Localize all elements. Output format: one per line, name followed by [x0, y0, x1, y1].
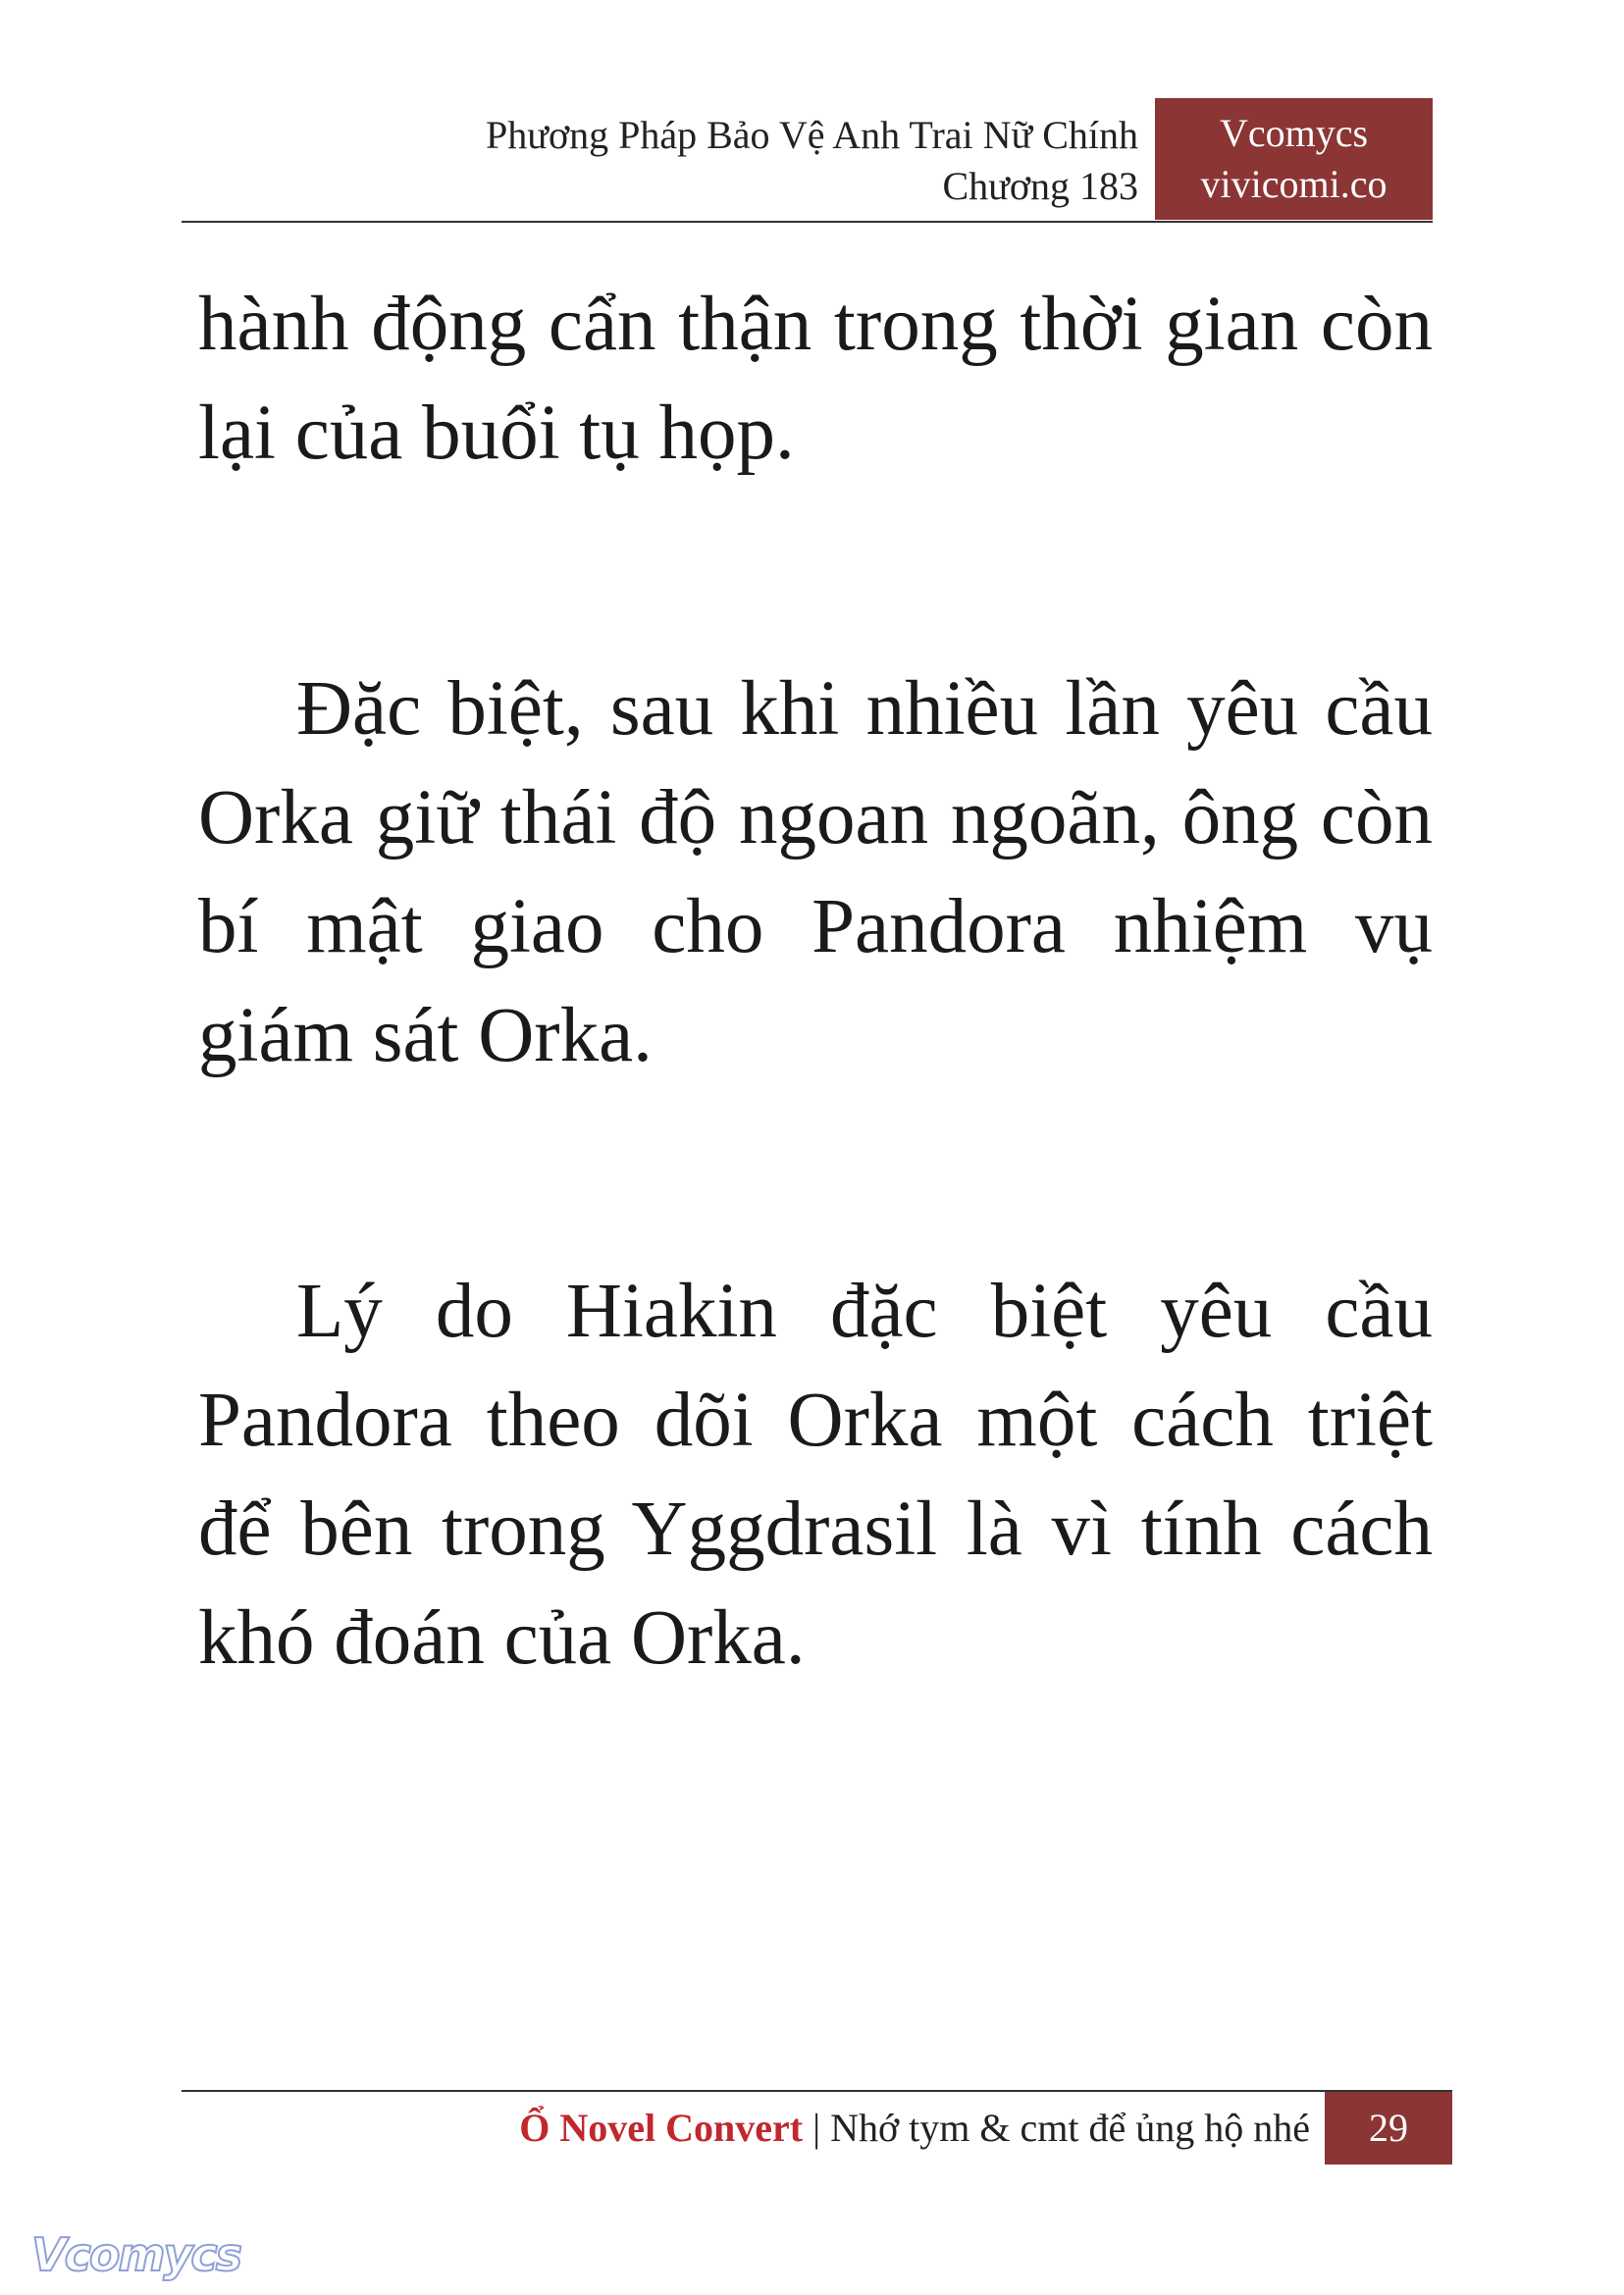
header-title-block	[486, 110, 1138, 212]
footer-separator: |	[803, 2106, 831, 2150]
book-title: Phương Pháp Bảo Vệ Anh Trai Nữ Chính	[486, 113, 1138, 157]
paragraph: hành động cẩn thận trong thời gian còn lại của buổi tụ họp.	[198, 282, 1433, 476]
footer-message-block	[519, 2104, 1310, 2153]
svg-text:Vcomycs: Vcomycs	[31, 2228, 241, 2281]
page-header	[182, 98, 1433, 223]
badge-url: vivicomi.co	[1200, 162, 1388, 206]
footer-brand: Ổ Novel Convert	[519, 2106, 804, 2150]
chapter-content	[198, 270, 1433, 1693]
page-footer	[182, 2090, 1452, 2165]
footer-message: Nhớ tym & cmt để ủng hộ nhé	[830, 2106, 1310, 2150]
badge-brand: Vcomycs	[1219, 111, 1369, 155]
vcomycs-watermark-logo	[27, 2225, 253, 2284]
site-badge	[1155, 98, 1433, 220]
paragraph: Đặc biệt, sau khi nhiều lần yêu cầu Orka giữ thái độ ngoan ngoãn, ông còn bí mật giao cho Pandora nhiệm vụ giám sát Orka.	[198, 666, 1433, 1078]
chapter-label: Chương 183	[942, 164, 1138, 208]
paragraph: Lý do Hiakin đặc biệt yêu cầu Pandora theo dõi Orka một cách triệt để bên trong Yggdrasil là vì tính cách khó đoán của Orka.	[198, 1269, 1433, 1681]
page-number: 29	[1325, 2092, 1452, 2165]
